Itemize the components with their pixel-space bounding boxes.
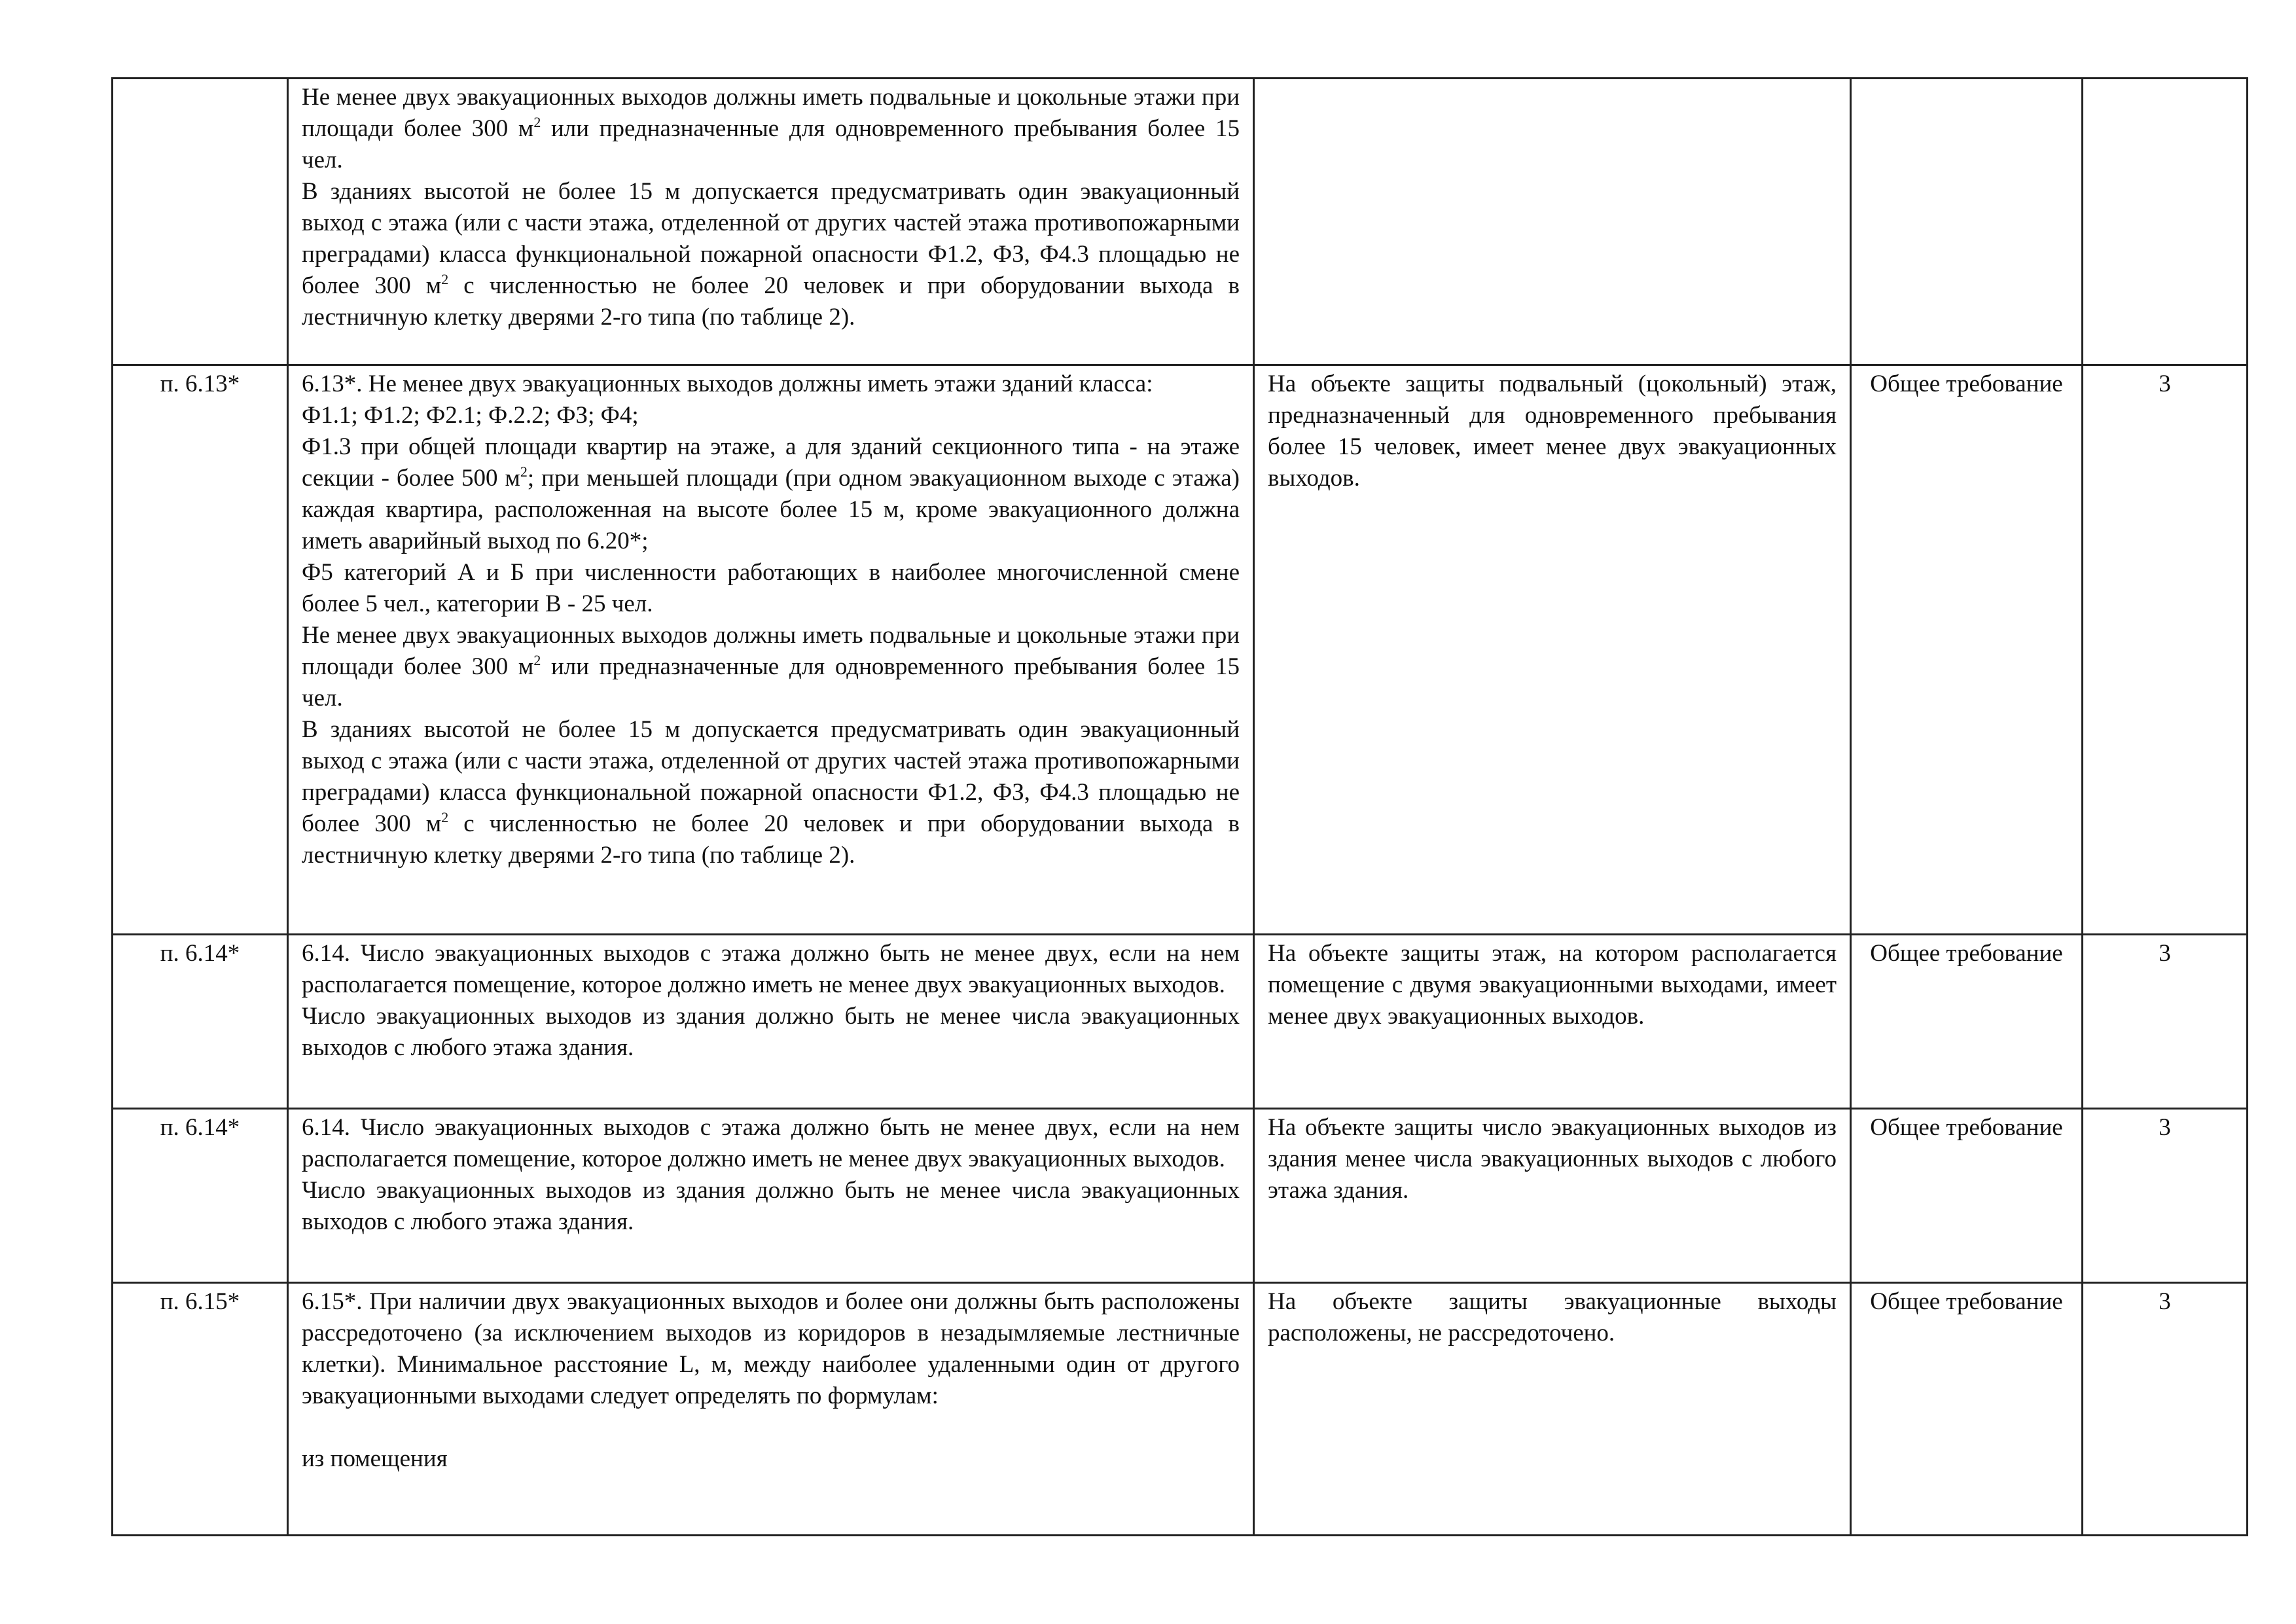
requirement-paragraph: Не менее двух эвакуационных выходов должны иметь подвальные и цокольные этажи при площади более 300 $м^2$ или предназначенные для одновременного пребывания более 15 чел. [302,622,1240,712]
requirement-text-cell [288,1283,1254,1536]
ref-cell: п. 6.14* [113,935,288,1109]
requirement-text-cell [288,1109,1254,1283]
requirements-table [111,77,2248,1536]
number-cell: 3 [2083,1283,2248,1536]
violation-cell: На объекте защиты число эвакуационных выходов из здания менее числа эвакуационных выходов с любого этажа здания. [1254,1109,1851,1283]
violation-cell [1254,79,1851,365]
table-row [113,935,2248,1109]
ref-cell [113,79,288,365]
requirement-text-cell [288,79,1254,365]
requirement-paragraph: Число эвакуационных выходов из здания должно быть не менее числа эвакуационных выходов с любого этажа здания. [302,1003,1240,1061]
requirement-paragraph: Число эвакуационных выходов из здания должно быть не менее числа эвакуационных выходов с любого этажа здания. [302,1177,1240,1235]
paragraph-gap [302,1412,1240,1443]
requirement-type-cell: Общее требование [1851,365,2083,935]
requirement-paragraph: Ф5 категорий А и Б при численности работающих в наиболее многочисленной смене более 5 чел., категории В - 25 чел. [302,559,1240,617]
requirement-text-cell [288,365,1254,935]
requirement-paragraph: Ф1.1; Ф1.2; Ф2.1; Ф.2.2; ФЗ; Ф4; [302,402,639,429]
violation-cell: На объекте защиты этаж, на котором располагается помещение с двумя эвакуационными выходами, имеет менее двух эвакуационных выходов. [1254,935,1851,1109]
requirement-paragraph: Ф1.3 при общей площади квартир на этаже, а для зданий секционного типа - на этаже секции - более 500 $м^2$; при меньшей площади (при одном эвакуационном выходе с этажа) каждая квартира, расположенная на высоте более 15 м, кроме эвакуационного должна иметь аварийный выход по 6.20*; [302,433,1240,554]
requirement-type-cell: Общее требование [1851,935,2083,1109]
table-row [113,365,2248,935]
number-cell: 3 [2083,365,2248,935]
violation-cell: На объекте защиты подвальный (цокольный) этаж, предназначенный для одновременного пребывания более 15 человек, имеет менее двух эвакуационных выходов. [1254,365,1851,935]
ref-cell: п. 6.14* [113,1109,288,1283]
ref-cell: п. 6.13* [113,365,288,935]
violation-cell: На объекте защиты эвакуационные выходы расположены, не рассредоточено. [1254,1283,1851,1536]
requirement-paragraph: 6.14. Число эвакуационных выходов с этажа должно быть не менее двух, если на нем располагается помещение, которое должно иметь не менее двух эвакуационных выходов. [302,1114,1240,1172]
number-cell [2083,79,2248,365]
requirement-paragraph: В зданиях высотой не более 15 м допускается предусматривать один эвакуационный выход с этажа (или с части этажа, отделенной от других частей этажа противопожарными преградами) класса функциональной пожарной опасности Ф1.2, ФЗ, Ф4.3 площадью не более 300 $м^2$ с численностью не более 20 человек и при оборудовании выхода в лестничную клетку дверями 2-го типа (по таблице 2). [302,178,1240,331]
requirement-paragraph: Не менее двух эвакуационных выходов должны иметь подвальные и цокольные этажи при площади более 300 $м^2$ или предназначенные для одновременного пребывания более 15 чел. [302,84,1240,173]
requirement-paragraph: из помещения [302,1445,448,1472]
requirement-paragraph: 6.15*. При наличии двух эвакуационных выходов и более они должны быть расположены рассредоточено (за исключением выходов из коридоров в незадымляемые лестничные клетки). Минимальное расстояние L, м, между наиболее удаленными один от другого эвакуационными выходами следует определять по формулам: [302,1288,1240,1409]
requirement-paragraph: В зданиях высотой не более 15 м допускается предусматривать один эвакуационный выход с этажа (или с части этажа, отделенной от других частей этажа противопожарными преградами) класса функциональной пожарной опасности Ф1.2, ФЗ, Ф4.3 площадью не более 300 $м^2$ с численностью не более 20 человек и при оборудовании выхода в лестничную клетку дверями 2-го типа (по таблице 2). [302,716,1240,869]
requirement-type-cell [1851,79,2083,365]
number-cell: 3 [2083,935,2248,1109]
number-cell: 3 [2083,1109,2248,1283]
requirement-paragraph: 6.14. Число эвакуационных выходов с этажа должно быть не менее двух, если на нем располагается помещение, которое должно иметь не менее двух эвакуационных выходов. [302,940,1240,998]
table-row [113,1283,2248,1536]
table-row [113,1109,2248,1283]
table-row [113,79,2248,365]
requirement-type-cell: Общее требование [1851,1109,2083,1283]
requirement-paragraph: 6.13*. Не менее двух эвакуационных выходов должны иметь этажи зданий класса: [302,370,1153,397]
ref-cell: п. 6.15* [113,1283,288,1536]
requirement-type-cell: Общее требование [1851,1283,2083,1536]
requirement-text-cell [288,935,1254,1109]
